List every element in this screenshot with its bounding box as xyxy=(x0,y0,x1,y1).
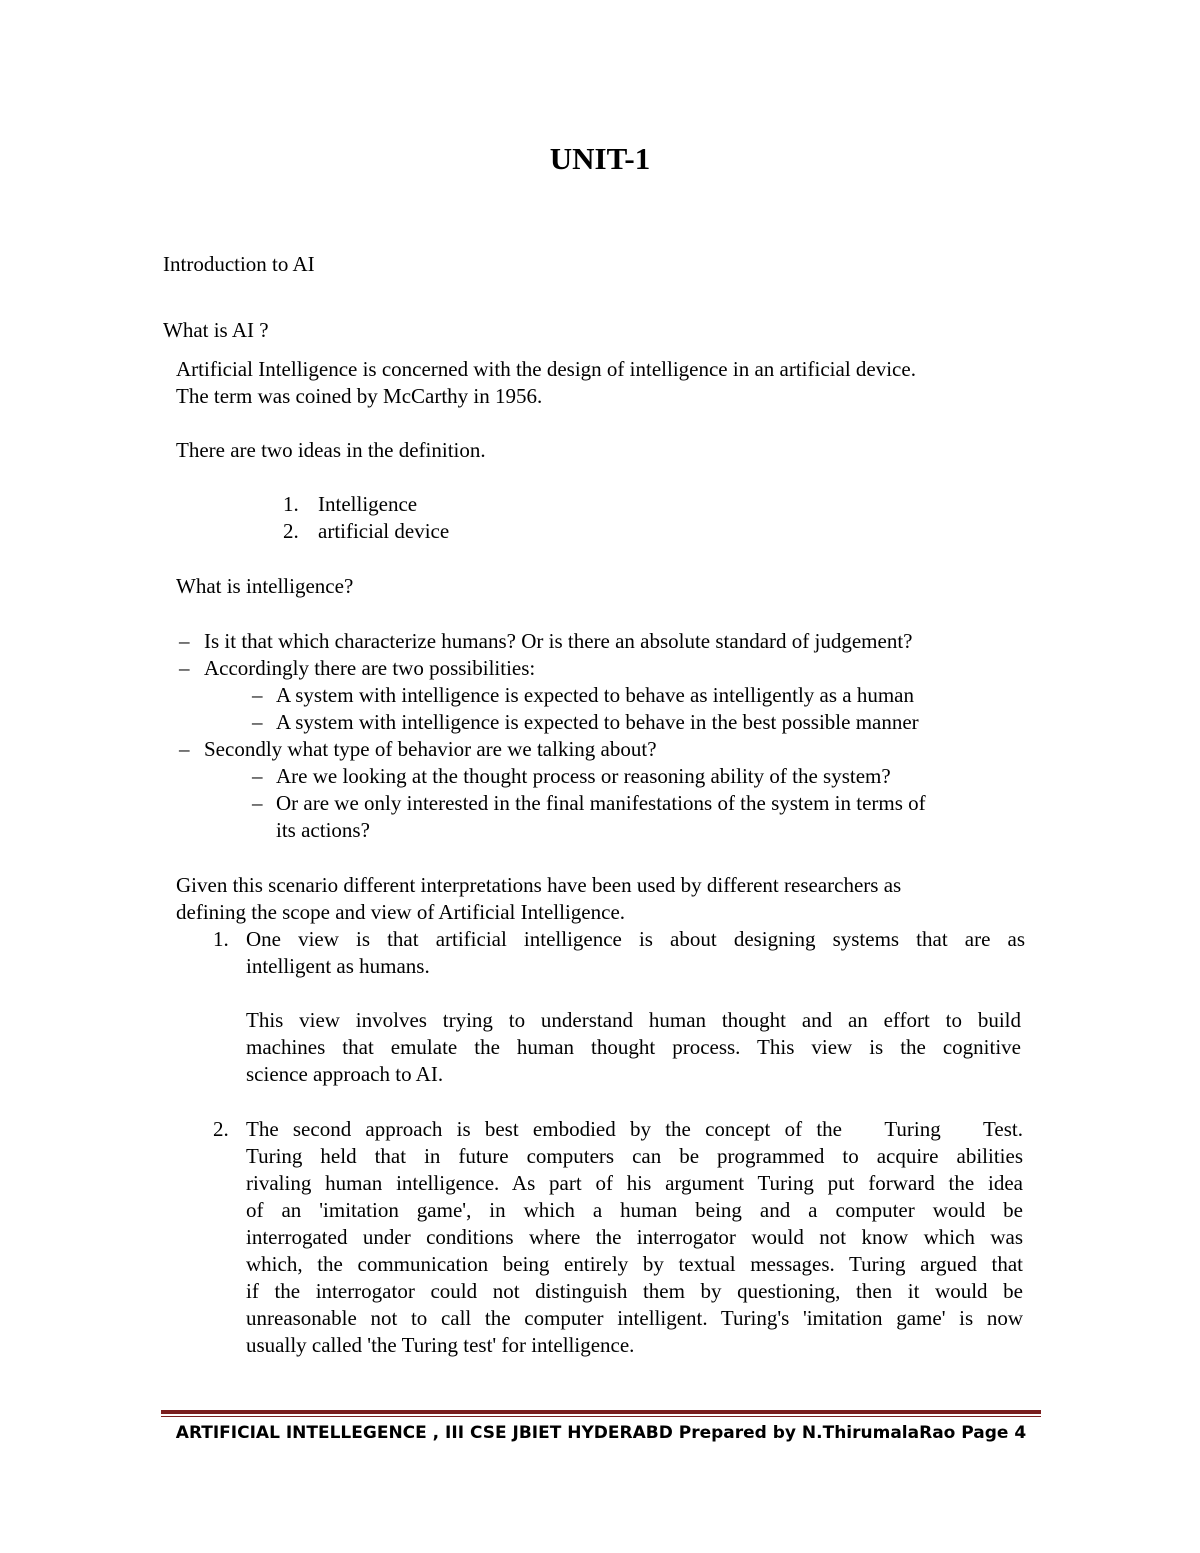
heading-what-is-ai: What is AI ? xyxy=(163,318,269,342)
sub-bullet-item: A system with intelligence is expected to behave as intelligently as a human xyxy=(276,683,914,707)
footer-rule-thick xyxy=(161,1410,1041,1414)
footer-rule-thin xyxy=(161,1416,1041,1417)
bullet-item: Accordingly there are two possibilities: xyxy=(204,656,536,680)
sub-bullet-item-continuation: its actions? xyxy=(276,818,370,842)
definition-line: Artificial Intelligence is concerned with the design of intelligence in an artificial device. xyxy=(176,357,916,381)
two-ideas-text: There are two ideas in the definition. xyxy=(176,438,486,462)
paragraph-line: This view involves trying to understand human thought and an effort to build xyxy=(246,1008,1021,1032)
dash-bullet: – xyxy=(252,791,263,815)
paragraph-line: of an 'imitation game', in which a human being and a computer would be xyxy=(246,1198,1023,1222)
paragraph-line: intelligent as humans. xyxy=(246,954,430,978)
paragraph-line: machines that emulate the human thought process. This view is the cognitive xyxy=(246,1035,1021,1059)
dash-bullet: – xyxy=(179,737,190,761)
bullet-item: Is it that which characterize humans? Or is there an absolute standard of judgement? xyxy=(204,629,913,653)
page-title: UNIT-1 xyxy=(549,141,651,176)
paragraph-line: usually called 'the Turing test' for intelligence. xyxy=(246,1333,635,1357)
paragraph-line: which, the communication being entirely by textual messages. Turing argued that xyxy=(246,1252,1023,1276)
idea-text: Intelligence xyxy=(318,492,418,516)
heading-introduction: Introduction to AI xyxy=(163,252,315,276)
idea-number: 1. xyxy=(283,492,299,516)
paragraph-line: rivaling human intelligence. As part of his argument Turing put forward the idea xyxy=(246,1171,1023,1195)
paragraph-line: One view is that artificial intelligence is about designing systems that are as xyxy=(246,927,1025,951)
dash-bullet: – xyxy=(252,683,263,707)
dash-bullet: – xyxy=(252,764,263,788)
sub-bullet-item: Or are we only interested in the final manifestations of the system in terms of xyxy=(276,791,926,815)
sub-bullet-item: A system with intelligence is expected to behave in the best possible manner xyxy=(276,710,919,734)
paragraph-line: interrogated under conditions where the interrogator would not know which was xyxy=(246,1225,1023,1249)
dash-bullet: – xyxy=(179,656,190,680)
dash-bullet: – xyxy=(252,710,263,734)
sub-bullet-item: Are we looking at the thought process or reasoning ability of the system? xyxy=(276,764,891,788)
what-is-intelligence-heading: What is intelligence? xyxy=(176,574,354,598)
scenario-line: defining the scope and view of Artificial Intelligence. xyxy=(176,900,626,924)
bullet-item: Secondly what type of behavior are we talking about? xyxy=(204,737,657,761)
paragraph-line: Turing held that in future computers can be programmed to acquire abilities xyxy=(246,1144,1023,1168)
paragraph-line: science approach to AI. xyxy=(246,1062,444,1086)
idea-number: 2. xyxy=(283,519,299,543)
scenario-line: Given this scenario different interpretations have been used by different researchers as xyxy=(176,873,902,897)
view2-paragraph xyxy=(246,1116,1023,1359)
view1-explanation xyxy=(246,1007,1021,1088)
paragraph-line: The second approach is best embodied by the concept of the Turing Test. xyxy=(246,1117,1023,1141)
view-number: 2. xyxy=(213,1117,229,1141)
definition-line: The term was coined by McCarthy in 1956. xyxy=(176,384,543,408)
idea-text: artificial device xyxy=(318,519,450,543)
paragraph-line: unreasonable not to call the computer intelligent. Turing's 'imitation game' is now xyxy=(246,1306,1023,1330)
paragraph-line: if the interrogator could not distinguish them by questioning, then it would be xyxy=(246,1279,1023,1303)
page-footer: ARTIFICIAL INTELLEGENCE , III CSE JBIET HYDERABD Prepared by N.ThirumalaRao Page 4 xyxy=(175,1423,1027,1443)
dash-bullet: – xyxy=(179,629,190,653)
view-number: 1. xyxy=(213,927,229,951)
view1-paragraph xyxy=(246,926,1025,980)
